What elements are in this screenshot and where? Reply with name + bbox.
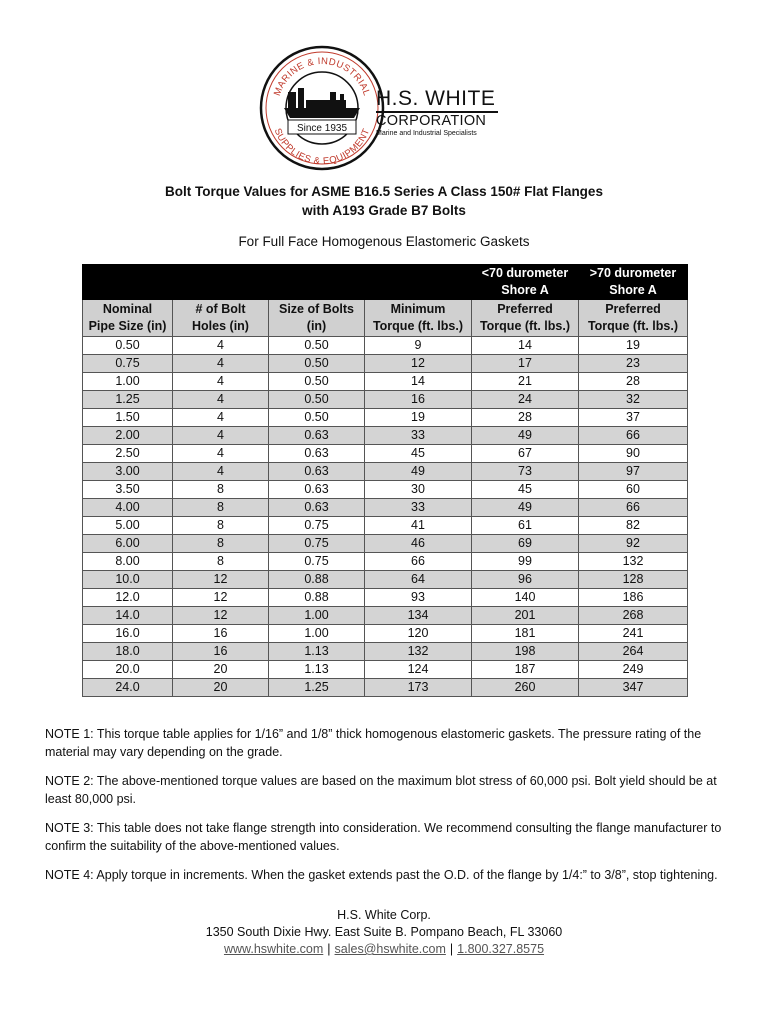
table-cell: 1.00 [269, 607, 365, 625]
table-cell: 14 [365, 373, 472, 391]
column-header-line2: Torque (ft. lbs.) [372, 319, 464, 333]
column-header [173, 300, 269, 337]
column-header [579, 300, 688, 337]
table-cell: 1.50 [83, 409, 173, 427]
table-cell: 23 [579, 355, 688, 373]
table-cell: 132 [579, 553, 688, 571]
table-cell: 33 [365, 499, 472, 517]
column-header [472, 300, 579, 337]
table-row [83, 337, 688, 355]
table-cell: 4 [173, 463, 269, 481]
table-cell: 0.50 [269, 409, 365, 427]
table-cell: 1.00 [83, 373, 173, 391]
table-cell: 97 [579, 463, 688, 481]
company-seal-icon [258, 44, 386, 172]
title-line-1: Bolt Torque Values for ASME B16.5 Series A Class 150# Flat Flanges [165, 184, 603, 199]
table-cell: 1.13 [269, 643, 365, 661]
column-header [269, 300, 365, 337]
table-cell: 2.00 [83, 427, 173, 445]
footer-address: 1350 South Dixie Hwy. East Suite B. Pompano Beach, FL 33060 [205, 925, 563, 939]
group-header-empty [83, 265, 472, 300]
table-cell: 66 [579, 499, 688, 517]
table-cell: 120 [365, 625, 472, 643]
seal-arc-top: MARINE & INDUSTRIAL [271, 55, 373, 98]
column-header [365, 300, 472, 337]
table-cell: 1.00 [269, 625, 365, 643]
group-header-under-70-line2: Shore A [501, 283, 549, 297]
table-cell: 69 [472, 535, 579, 553]
brand-tagline: Marine and Industrial Specialists [376, 130, 477, 137]
table-cell: 16 [365, 391, 472, 409]
table-row [83, 481, 688, 499]
column-header-line1: Minimum [390, 302, 446, 316]
table-cell: 134 [365, 607, 472, 625]
table-cell: 0.63 [269, 427, 365, 445]
table-cell: 96 [472, 571, 579, 589]
table-cell: 3.50 [83, 481, 173, 499]
website-link[interactable]: www.hswhite.com [223, 942, 324, 956]
table-cell: 14.0 [83, 607, 173, 625]
table-cell: 99 [472, 553, 579, 571]
brand-block [376, 88, 518, 138]
table-cell: 347 [579, 679, 688, 697]
table-cell: 20 [173, 679, 269, 697]
table-cell: 12.0 [83, 589, 173, 607]
table-cell: 4.00 [83, 499, 173, 517]
table-cell: 198 [472, 643, 579, 661]
group-header-over-70-line2: Shore A [609, 283, 657, 297]
column-header-line2: Torque (ft. lbs.) [479, 319, 571, 333]
table-cell: 8 [173, 553, 269, 571]
column-header-line1: Size of Bolts [278, 302, 354, 316]
table-cell: 45 [365, 445, 472, 463]
seal-since: Since 1935 [296, 123, 348, 134]
footer [0, 907, 768, 958]
table-cell: 0.88 [269, 589, 365, 607]
table-cell: 8 [173, 517, 269, 535]
table-cell: 201 [472, 607, 579, 625]
table-cell: 28 [472, 409, 579, 427]
brand-name: H.S. WHITE [376, 87, 496, 110]
table-cell: 66 [365, 553, 472, 571]
table-cell: 260 [472, 679, 579, 697]
table-cell: 28 [579, 373, 688, 391]
table-cell: 264 [579, 643, 688, 661]
table-cell: 4 [173, 445, 269, 463]
table-cell: 1.25 [269, 679, 365, 697]
table-cell: 21 [472, 373, 579, 391]
footer-separator: | [327, 942, 331, 956]
table-cell: 0.50 [269, 337, 365, 355]
column-header-line2: (in) [306, 319, 327, 333]
table-row [83, 553, 688, 571]
table-row [83, 391, 688, 409]
table-cell: 20 [173, 661, 269, 679]
table-cell: 4 [173, 409, 269, 427]
table-cell: 4 [173, 337, 269, 355]
table-cell: 128 [579, 571, 688, 589]
table-row [83, 445, 688, 463]
title-line-2: with A193 Grade B7 Bolts [302, 203, 466, 218]
table-cell: 0.50 [269, 355, 365, 373]
table-cell: 1.25 [83, 391, 173, 409]
column-header-line1: Preferred [497, 302, 553, 316]
table-row [83, 643, 688, 661]
table-cell: 249 [579, 661, 688, 679]
table-cell: 24.0 [83, 679, 173, 697]
phone-link[interactable]: 1.800.327.8575 [457, 942, 545, 956]
table-cell: 6.00 [83, 535, 173, 553]
table-row [83, 499, 688, 517]
note-paragraph: NOTE 1: This torque table applies for 1/16” and 1/8” thick homogenous elastomeric gaskets. The pressure rating of the material may vary depending on the grade. [45, 727, 702, 759]
note-paragraph: NOTE 4: Apply torque in increments. When the gasket extends past the O.D. of the flange by 1/4:” to 3/8”, stop tightening. [45, 868, 718, 882]
table-cell: 20.0 [83, 661, 173, 679]
table-cell: 2.50 [83, 445, 173, 463]
group-header-over-70-line1: >70 durometer [589, 266, 677, 280]
table-cell: 0.75 [83, 355, 173, 373]
company-logo [258, 44, 518, 172]
seal-arc-bottom: SUPPLIES & EQUIPMENT [271, 126, 373, 168]
document-title [0, 182, 768, 220]
table-row [83, 589, 688, 607]
table-row [83, 535, 688, 553]
table-cell: 90 [579, 445, 688, 463]
table-cell: 37 [579, 409, 688, 427]
table-cell: 49 [365, 463, 472, 481]
table-cell: 0.63 [269, 463, 365, 481]
column-header-line2: Pipe Size (in) [88, 319, 167, 333]
table-cell: 12 [365, 355, 472, 373]
table-cell: 4 [173, 391, 269, 409]
table-cell: 12 [173, 589, 269, 607]
table-cell: 186 [579, 589, 688, 607]
table-cell: 14 [472, 337, 579, 355]
column-header-line2: Torque (ft. lbs.) [587, 319, 679, 333]
table-cell: 0.50 [269, 373, 365, 391]
table-row [83, 463, 688, 481]
table-cell: 19 [365, 409, 472, 427]
table-cell: 92 [579, 535, 688, 553]
table-cell: 8.00 [83, 553, 173, 571]
table-cell: 4 [173, 373, 269, 391]
table-cell: 0.63 [269, 445, 365, 463]
table-cell: 45 [472, 481, 579, 499]
table-cell: 0.75 [269, 535, 365, 553]
column-header-line1: # of Bolt [195, 302, 246, 316]
table-cell: 49 [472, 427, 579, 445]
group-header-over-70 [579, 265, 688, 300]
table-row [83, 571, 688, 589]
table-cell: 0.63 [269, 481, 365, 499]
table-cell: 60 [579, 481, 688, 499]
note-paragraph: NOTE 2: The above-mentioned torque values are based on the maximum blot stress of 60,000 psi. Bolt yield should be at least 80,000 psi. [45, 774, 717, 806]
table-cell: 33 [365, 427, 472, 445]
document-subtitle: For Full Face Homogenous Elastomeric Gaskets [238, 234, 530, 249]
table-row [83, 373, 688, 391]
table-cell: 30 [365, 481, 472, 499]
table-cell: 124 [365, 661, 472, 679]
table-cell: 8 [173, 499, 269, 517]
table-cell: 17 [472, 355, 579, 373]
table-cell: 19 [579, 337, 688, 355]
table-cell: 18.0 [83, 643, 173, 661]
table-cell: 64 [365, 571, 472, 589]
table-cell: 49 [472, 499, 579, 517]
table-cell: 181 [472, 625, 579, 643]
table-cell: 173 [365, 679, 472, 697]
table-cell: 93 [365, 589, 472, 607]
group-header-under-70-line1: <70 durometer [481, 266, 569, 280]
group-header-under-70 [472, 265, 579, 300]
table-cell: 0.75 [269, 553, 365, 571]
table-cell: 16 [173, 625, 269, 643]
table-cell: 32 [579, 391, 688, 409]
table-cell: 1.13 [269, 661, 365, 679]
footer-company: H.S. White Corp. [337, 908, 431, 922]
table-row [83, 661, 688, 679]
table-row [83, 607, 688, 625]
table-cell: 0.88 [269, 571, 365, 589]
table-cell: 187 [472, 661, 579, 679]
note-paragraph: NOTE 3: This table does not take flange strength into consideration. We recommend consulting the flange manufacturer to confirm the suitability of the above-mentioned values. [45, 821, 722, 853]
table-cell: 0.50 [83, 337, 173, 355]
table-cell: 41 [365, 517, 472, 535]
table-cell: 9 [365, 337, 472, 355]
column-header-line2: Holes (in) [192, 319, 249, 333]
table-cell: 8 [173, 535, 269, 553]
column-header-line1: Nominal [102, 302, 153, 316]
table-cell: 16 [173, 643, 269, 661]
table-cell: 4 [173, 427, 269, 445]
footer-contacts [0, 941, 768, 958]
notes-section [45, 725, 735, 895]
table-row [83, 409, 688, 427]
footer-separator: | [449, 942, 454, 956]
table-cell: 132 [365, 643, 472, 661]
torque-table [82, 264, 688, 697]
table-cell: 4 [173, 355, 269, 373]
column-header [83, 300, 173, 337]
brand-corporation: CORPORATION [376, 113, 487, 129]
table-cell: 12 [173, 571, 269, 589]
table-cell: 24 [472, 391, 579, 409]
table-cell: 3.00 [83, 463, 173, 481]
table-cell: 0.63 [269, 499, 365, 517]
table-header-row [83, 300, 688, 337]
table-cell: 8 [173, 481, 269, 499]
table-cell: 67 [472, 445, 579, 463]
table-row [83, 517, 688, 535]
email-link[interactable]: sales@hswhite.com [334, 942, 446, 956]
table-row [83, 355, 688, 373]
table-cell: 12 [173, 607, 269, 625]
table-cell: 16.0 [83, 625, 173, 643]
table-cell: 61 [472, 517, 579, 535]
table-cell: 140 [472, 589, 579, 607]
table-cell: 10.0 [83, 571, 173, 589]
table-cell: 0.75 [269, 517, 365, 535]
table-row [83, 427, 688, 445]
table-cell: 5.00 [83, 517, 173, 535]
table-cell: 268 [579, 607, 688, 625]
table-row [83, 679, 688, 697]
table-cell: 66 [579, 427, 688, 445]
table-cell: 0.50 [269, 391, 365, 409]
table-cell: 241 [579, 625, 688, 643]
column-header-line1: Preferred [605, 302, 661, 316]
table-cell: 46 [365, 535, 472, 553]
table-cell: 73 [472, 463, 579, 481]
table-cell: 82 [579, 517, 688, 535]
table-body [83, 337, 688, 697]
table-group-header-row [83, 265, 688, 300]
table-row [83, 625, 688, 643]
